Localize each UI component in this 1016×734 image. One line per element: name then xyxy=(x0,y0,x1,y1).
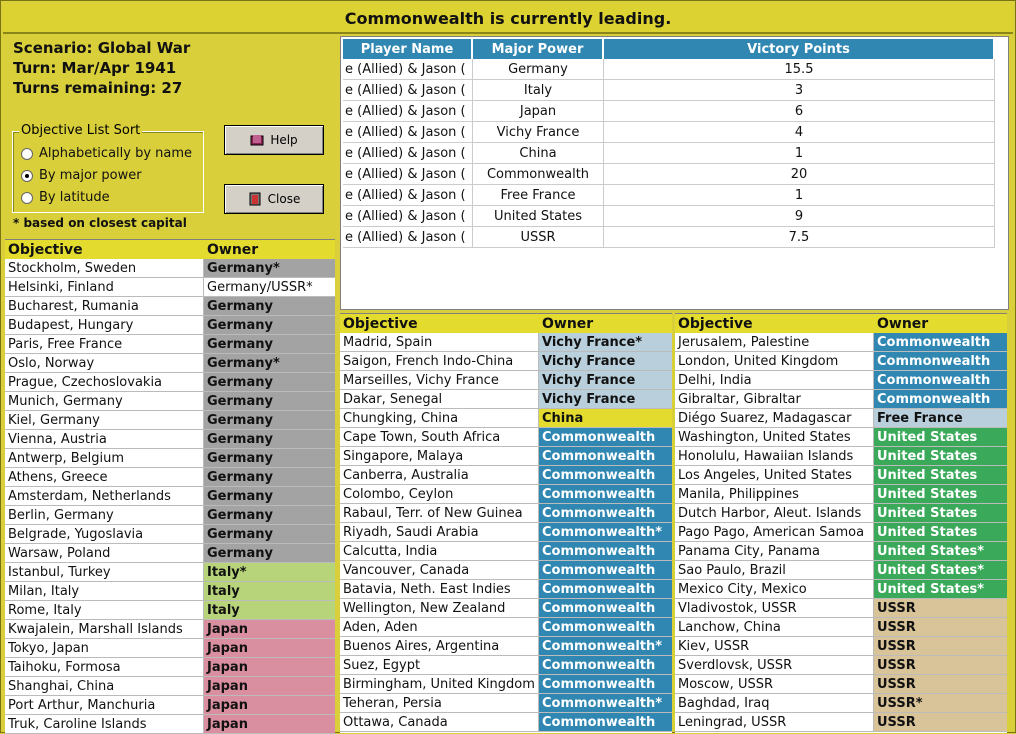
owner-cell: Japan xyxy=(204,696,335,715)
objective-name-cell: Belgrade, Yugoslavia xyxy=(5,525,204,544)
objective-name-cell: Cape Town, South Africa xyxy=(340,428,539,447)
objective-name-cell: Madrid, Spain xyxy=(340,333,539,352)
owner-cell: Vichy France xyxy=(539,371,672,390)
objective-column-header[interactable]: Objective xyxy=(678,315,753,332)
objective-row[interactable] xyxy=(675,561,1007,580)
col-major-power[interactable]: Major Power xyxy=(473,39,604,59)
objective-name-cell: Jerusalem, Palestine xyxy=(675,333,874,352)
radio-dot-icon xyxy=(21,192,33,204)
objective-name-cell: Washington, United States xyxy=(675,428,874,447)
objective-name-cell: Kwajalein, Marshall Islands xyxy=(5,620,204,639)
objective-name-cell: Honolulu, Hawaiian Islands xyxy=(675,447,874,466)
major-power-cell: Japan xyxy=(473,101,604,122)
col-victory-points[interactable]: Victory Points xyxy=(604,39,995,59)
objective-name-cell: Mexico City, Mexico xyxy=(675,580,874,599)
major-power-cell: Germany xyxy=(473,59,604,80)
objective-name-cell: Canberra, Australia xyxy=(340,466,539,485)
objective-row[interactable] xyxy=(340,390,672,409)
scenario-info xyxy=(13,38,190,98)
owner-cell: Commonwealth xyxy=(874,371,1007,390)
owner-cell: United States* xyxy=(874,542,1007,561)
owner-cell: Germany xyxy=(204,297,335,316)
owner-cell: United States xyxy=(874,523,1007,542)
owner-column-header[interactable]: Owner xyxy=(207,241,259,258)
players-table xyxy=(340,36,1009,310)
objective-table-header xyxy=(5,240,335,259)
objective-table-header xyxy=(675,314,1007,333)
owner-cell: Germany* xyxy=(204,259,335,278)
objective-row[interactable] xyxy=(5,544,335,563)
objective-row[interactable] xyxy=(675,580,1007,599)
victory-points-cell: 1 xyxy=(604,185,995,206)
owner-cell: United States xyxy=(874,485,1007,504)
objective-row[interactable] xyxy=(340,694,672,713)
scenario-label: Scenario: Global War xyxy=(13,39,191,57)
player-name-cell: e (Allied) & Jason ( xyxy=(343,206,473,227)
close-button[interactable]: Close xyxy=(224,184,324,214)
owner-cell: Germany xyxy=(204,449,335,468)
player-row[interactable] xyxy=(343,80,1008,101)
objective-row[interactable] xyxy=(675,713,1007,732)
objective-list-3 xyxy=(675,313,1007,733)
owner-cell: USSR xyxy=(874,675,1007,694)
objective-name-cell: Marseilles, Vichy France xyxy=(340,371,539,390)
owner-cell: Commonwealth xyxy=(539,713,672,732)
owner-cell: United States* xyxy=(874,580,1007,599)
objective-name-cell: Dutch Harbor, Aleut. Islands xyxy=(675,504,874,523)
owner-cell: Germany xyxy=(204,468,335,487)
objective-name-cell: Sao Paulo, Brazil xyxy=(675,561,874,580)
owner-cell: Germany xyxy=(204,525,335,544)
objective-row[interactable] xyxy=(5,316,335,335)
objective-name-cell: Antwerp, Belgium xyxy=(5,449,204,468)
objective-row[interactable] xyxy=(5,430,335,449)
owner-cell: Italy xyxy=(204,582,335,601)
objective-name-cell: Port Arthur, Manchuria xyxy=(5,696,204,715)
player-name-cell: e (Allied) & Jason ( xyxy=(343,59,473,80)
objective-row[interactable] xyxy=(340,637,672,656)
objective-name-cell: Singapore, Malaya xyxy=(340,447,539,466)
objective-name-cell: Los Angeles, United States xyxy=(675,466,874,485)
objective-row[interactable] xyxy=(5,354,335,373)
objective-name-cell: Stockholm, Sweden xyxy=(5,259,204,278)
objective-name-cell: London, United Kingdom xyxy=(675,352,874,371)
owner-cell: USSR xyxy=(874,713,1007,732)
owner-cell: Commonwealth xyxy=(539,485,672,504)
player-row[interactable] xyxy=(343,101,1008,122)
owner-cell: Commonwealth* xyxy=(539,694,672,713)
objective-row[interactable] xyxy=(675,466,1007,485)
objective-name-cell: Helsinki, Finland xyxy=(5,278,204,297)
objective-name-cell: Paris, Free France xyxy=(5,335,204,354)
player-name-cell: e (Allied) & Jason ( xyxy=(343,227,473,248)
owner-cell: Germany xyxy=(204,392,335,411)
objective-name-cell: Wellington, New Zealand xyxy=(340,599,539,618)
player-row[interactable] xyxy=(343,59,1008,80)
owner-cell: Japan xyxy=(204,715,335,734)
owner-cell: Germany/USSR* xyxy=(204,278,335,297)
objective-row[interactable] xyxy=(5,639,335,658)
major-power-cell: USSR xyxy=(473,227,604,248)
objective-row[interactable] xyxy=(5,620,335,639)
objective-name-cell: Vienna, Austria xyxy=(5,430,204,449)
objective-row[interactable] xyxy=(5,487,335,506)
objective-row[interactable] xyxy=(340,409,672,428)
owner-cell: Commonwealth xyxy=(874,390,1007,409)
sort-latitude-radio[interactable]: By latitude xyxy=(21,190,110,205)
player-name-cell: e (Allied) & Jason ( xyxy=(343,122,473,143)
owner-column-header[interactable]: Owner xyxy=(542,315,594,332)
major-power-cell: Italy xyxy=(473,80,604,101)
owner-cell: Commonwealth xyxy=(539,656,672,675)
objective-row[interactable] xyxy=(675,618,1007,637)
radio-dot-icon xyxy=(21,148,33,160)
owner-cell: Italy xyxy=(204,601,335,620)
owner-cell: USSR* xyxy=(874,694,1007,713)
objective-row[interactable] xyxy=(340,523,672,542)
major-power-cell: China xyxy=(473,143,604,164)
players-table-header xyxy=(343,39,1008,59)
leader-banner: Commonwealth is currently leading. xyxy=(3,4,1013,34)
objective-row[interactable] xyxy=(675,371,1007,390)
objective-row[interactable] xyxy=(5,297,335,316)
objective-row[interactable] xyxy=(675,447,1007,466)
owner-cell: Commonwealth xyxy=(539,618,672,637)
player-row[interactable] xyxy=(343,164,1008,185)
objective-name-cell: Prague, Czechoslovakia xyxy=(5,373,204,392)
turns-remaining-label: Turns remaining: 27 xyxy=(13,79,183,97)
objective-row[interactable] xyxy=(5,658,335,677)
objective-row[interactable] xyxy=(675,656,1007,675)
victory-points-cell: 1 xyxy=(604,143,995,164)
objective-row[interactable] xyxy=(5,449,335,468)
objective-column-header[interactable]: Objective xyxy=(8,241,83,258)
objective-row[interactable] xyxy=(5,468,335,487)
book-icon xyxy=(250,133,264,147)
objective-name-cell: Budapest, Hungary xyxy=(5,316,204,335)
objective-row[interactable] xyxy=(340,599,672,618)
objective-name-cell: Chungking, China xyxy=(340,409,539,428)
objective-name-cell: Istanbul, Turkey xyxy=(5,563,204,582)
objective-row[interactable] xyxy=(5,677,335,696)
objective-row[interactable] xyxy=(340,447,672,466)
owner-cell: Commonwealth xyxy=(539,561,672,580)
victory-points-cell: 6 xyxy=(604,101,995,122)
owner-cell: Commonwealth xyxy=(874,333,1007,352)
objective-name-cell: Baghdad, Iraq xyxy=(675,694,874,713)
player-name-cell: e (Allied) & Jason ( xyxy=(343,143,473,164)
objective-table-header xyxy=(340,314,672,333)
objective-name-cell: Batavia, Neth. East Indies xyxy=(340,580,539,599)
victory-points-cell: 20 xyxy=(604,164,995,185)
owner-cell: Japan xyxy=(204,639,335,658)
owner-cell: Italy* xyxy=(204,563,335,582)
objective-name-cell: Saigon, French Indo-China xyxy=(340,352,539,371)
objective-row[interactable] xyxy=(5,335,335,354)
objective-name-cell: Diégo Suarez, Madagascar xyxy=(675,409,874,428)
owner-cell: Commonwealth xyxy=(539,428,672,447)
objective-name-cell: Birmingham, United Kingdom xyxy=(340,675,539,694)
objective-name-cell: Warsaw, Poland xyxy=(5,544,204,563)
objective-row[interactable] xyxy=(5,563,335,582)
objective-row[interactable] xyxy=(5,582,335,601)
objective-name-cell: Shanghai, China xyxy=(5,677,204,696)
objective-row[interactable] xyxy=(675,675,1007,694)
objective-name-cell: Ottawa, Canada xyxy=(340,713,539,732)
victory-points-cell: 9 xyxy=(604,206,995,227)
objective-name-cell: Vancouver, Canada xyxy=(340,561,539,580)
objective-name-cell: Lanchow, China xyxy=(675,618,874,637)
objective-row[interactable] xyxy=(5,715,335,734)
owner-cell: USSR xyxy=(874,656,1007,675)
owner-cell: Japan xyxy=(204,658,335,677)
turn-label: Turn: Mar/Apr 1941 xyxy=(13,59,177,77)
objective-name-cell: Athens, Greece xyxy=(5,468,204,487)
major-power-cell: United States xyxy=(473,206,604,227)
objective-name-cell: Moscow, USSR xyxy=(675,675,874,694)
owner-cell: Germany xyxy=(204,430,335,449)
major-power-cell: Free France xyxy=(473,185,604,206)
objective-name-cell: Oslo, Norway xyxy=(5,354,204,373)
owner-cell: Vichy France* xyxy=(539,333,672,352)
owner-cell: Commonwealth xyxy=(539,504,672,523)
owner-cell: USSR xyxy=(874,599,1007,618)
capital-footnote: * based on closest capital xyxy=(13,216,187,230)
victory-points-cell: 15.5 xyxy=(604,59,995,80)
owner-cell: Germany xyxy=(204,411,335,430)
player-name-cell: e (Allied) & Jason ( xyxy=(343,185,473,206)
objective-row[interactable] xyxy=(5,373,335,392)
objective-name-cell: Pago Pago, American Samoa xyxy=(675,523,874,542)
owner-cell: Commonwealth* xyxy=(539,523,672,542)
objective-row[interactable] xyxy=(340,713,672,732)
owner-cell: United States* xyxy=(874,561,1007,580)
objective-row[interactable] xyxy=(340,618,672,637)
player-row[interactable] xyxy=(343,185,1008,206)
owner-cell: United States xyxy=(874,447,1007,466)
owner-cell: Free France xyxy=(874,409,1007,428)
owner-cell: Japan xyxy=(204,677,335,696)
objective-row[interactable] xyxy=(340,371,672,390)
owner-cell: Germany xyxy=(204,506,335,525)
objective-row[interactable] xyxy=(5,601,335,620)
objective-row[interactable] xyxy=(675,333,1007,352)
objective-column-header[interactable]: Objective xyxy=(343,315,418,332)
objective-name-cell: Kiev, USSR xyxy=(675,637,874,656)
owner-cell: Commonwealth* xyxy=(539,637,672,656)
objective-row[interactable] xyxy=(675,485,1007,504)
owner-cell: Germany xyxy=(204,316,335,335)
owner-cell: Commonwealth xyxy=(539,599,672,618)
objective-name-cell: Manila, Philippines xyxy=(675,485,874,504)
objective-row[interactable] xyxy=(5,411,335,430)
owner-cell: Commonwealth xyxy=(539,675,672,694)
objective-list-1 xyxy=(5,239,335,733)
objective-row[interactable] xyxy=(340,656,672,675)
objective-row[interactable] xyxy=(675,637,1007,656)
objective-row[interactable] xyxy=(340,485,672,504)
objective-name-cell: Berlin, Germany xyxy=(5,506,204,525)
objective-name-cell: Truk, Caroline Islands xyxy=(5,715,204,734)
owner-cell: Japan xyxy=(204,620,335,639)
player-name-cell: e (Allied) & Jason ( xyxy=(343,101,473,122)
objective-name-cell: Sverdlovsk, USSR xyxy=(675,656,874,675)
owner-cell: Germany xyxy=(204,373,335,392)
objective-row[interactable] xyxy=(675,352,1007,371)
objective-sort-group xyxy=(12,123,204,213)
objective-name-cell: Munich, Germany xyxy=(5,392,204,411)
player-row[interactable] xyxy=(343,227,1008,248)
owner-cell: Germany xyxy=(204,335,335,354)
objective-row[interactable] xyxy=(675,428,1007,447)
objective-name-cell: Aden, Aden xyxy=(340,618,539,637)
owner-cell: Commonwealth xyxy=(874,352,1007,371)
objective-name-cell: Milan, Italy xyxy=(5,582,204,601)
objective-row[interactable] xyxy=(675,390,1007,409)
player-name-cell: e (Allied) & Jason ( xyxy=(343,80,473,101)
objective-name-cell: Dakar, Senegal xyxy=(340,390,539,409)
objective-row[interactable] xyxy=(675,523,1007,542)
owner-cell: Germany* xyxy=(204,354,335,373)
owner-cell: Commonwealth xyxy=(539,447,672,466)
objective-row[interactable] xyxy=(5,525,335,544)
objective-name-cell: Suez, Egypt xyxy=(340,656,539,675)
objective-name-cell: Buenos Aires, Argentina xyxy=(340,637,539,656)
player-row[interactable] xyxy=(343,143,1008,164)
objective-name-cell: Bucharest, Rumania xyxy=(5,297,204,316)
objective-name-cell: Riyadh, Saudi Arabia xyxy=(340,523,539,542)
victory-points-cell: 4 xyxy=(604,122,995,143)
objective-row[interactable] xyxy=(5,392,335,411)
objective-row[interactable] xyxy=(5,259,335,278)
objective-name-cell: Teheran, Persia xyxy=(340,694,539,713)
owner-cell: Germany xyxy=(204,487,335,506)
objective-row[interactable] xyxy=(340,428,672,447)
owner-cell: Vichy France xyxy=(539,352,672,371)
player-name-cell: e (Allied) & Jason ( xyxy=(343,164,473,185)
objective-row[interactable] xyxy=(340,466,672,485)
objective-row[interactable] xyxy=(340,561,672,580)
player-row[interactable] xyxy=(343,206,1008,227)
major-power-cell: Vichy France xyxy=(473,122,604,143)
objective-row[interactable] xyxy=(340,333,672,352)
objective-name-cell: Rome, Italy xyxy=(5,601,204,620)
objective-row[interactable] xyxy=(5,506,335,525)
player-row[interactable] xyxy=(343,122,1008,143)
players-table-body xyxy=(341,59,1008,248)
objective-row[interactable] xyxy=(675,599,1007,618)
owner-cell: United States xyxy=(874,504,1007,523)
objective-row[interactable] xyxy=(340,580,672,599)
objective-row[interactable] xyxy=(340,675,672,694)
objective-row[interactable] xyxy=(675,542,1007,561)
objective-row[interactable] xyxy=(675,504,1007,523)
objective-row[interactable] xyxy=(675,409,1007,428)
sort-alpha-radio[interactable]: Alphabetically by name xyxy=(21,146,192,161)
objective-row[interactable] xyxy=(340,504,672,523)
objective-row[interactable] xyxy=(5,278,335,297)
objective-name-cell: Kiel, Germany xyxy=(5,411,204,430)
exit-door-icon xyxy=(248,192,262,206)
owner-cell: Commonwealth xyxy=(539,580,672,599)
owner-cell: Commonwealth xyxy=(539,542,672,561)
victory-points-cell: 3 xyxy=(604,80,995,101)
help-button[interactable]: Help xyxy=(224,125,324,155)
objective-name-cell: Colombo, Ceylon xyxy=(340,485,539,504)
objective-name-cell: Taihoku, Formosa xyxy=(5,658,204,677)
owner-cell: USSR xyxy=(874,637,1007,656)
objective-name-cell: Calcutta, India xyxy=(340,542,539,561)
owner-cell: United States xyxy=(874,428,1007,447)
major-power-cell: Commonwealth xyxy=(473,164,604,185)
owner-cell: USSR xyxy=(874,618,1007,637)
objective-row[interactable] xyxy=(5,696,335,715)
objective-name-cell: Gibraltar, Gibraltar xyxy=(675,390,874,409)
objective-row[interactable] xyxy=(675,694,1007,713)
owner-cell: Commonwealth xyxy=(539,466,672,485)
sort-group-legend: Objective List Sort xyxy=(21,123,141,138)
objective-name-cell: Panama City, Panama xyxy=(675,542,874,561)
objective-name-cell: Vladivostok, USSR xyxy=(675,599,874,618)
objective-name-cell: Leningrad, USSR xyxy=(675,713,874,732)
col-player-name[interactable]: Player Name xyxy=(343,39,473,59)
objective-name-cell: Delhi, India xyxy=(675,371,874,390)
objective-name-cell: Rabaul, Terr. of New Guinea xyxy=(340,504,539,523)
objective-row[interactable] xyxy=(340,542,672,561)
owner-cell: Vichy France xyxy=(539,390,672,409)
owner-cell: China xyxy=(539,409,672,428)
objective-row[interactable] xyxy=(340,352,672,371)
owner-column-header[interactable]: Owner xyxy=(877,315,929,332)
owner-cell: United States xyxy=(874,466,1007,485)
objective-name-cell: Tokyo, Japan xyxy=(5,639,204,658)
radio-dot-selected-icon xyxy=(21,170,33,182)
objective-name-cell: Amsterdam, Netherlands xyxy=(5,487,204,506)
owner-cell: Germany xyxy=(204,544,335,563)
objective-list-2 xyxy=(340,313,672,733)
sort-power-radio[interactable]: By major power xyxy=(21,168,142,183)
victory-points-cell: 7.5 xyxy=(604,227,995,248)
